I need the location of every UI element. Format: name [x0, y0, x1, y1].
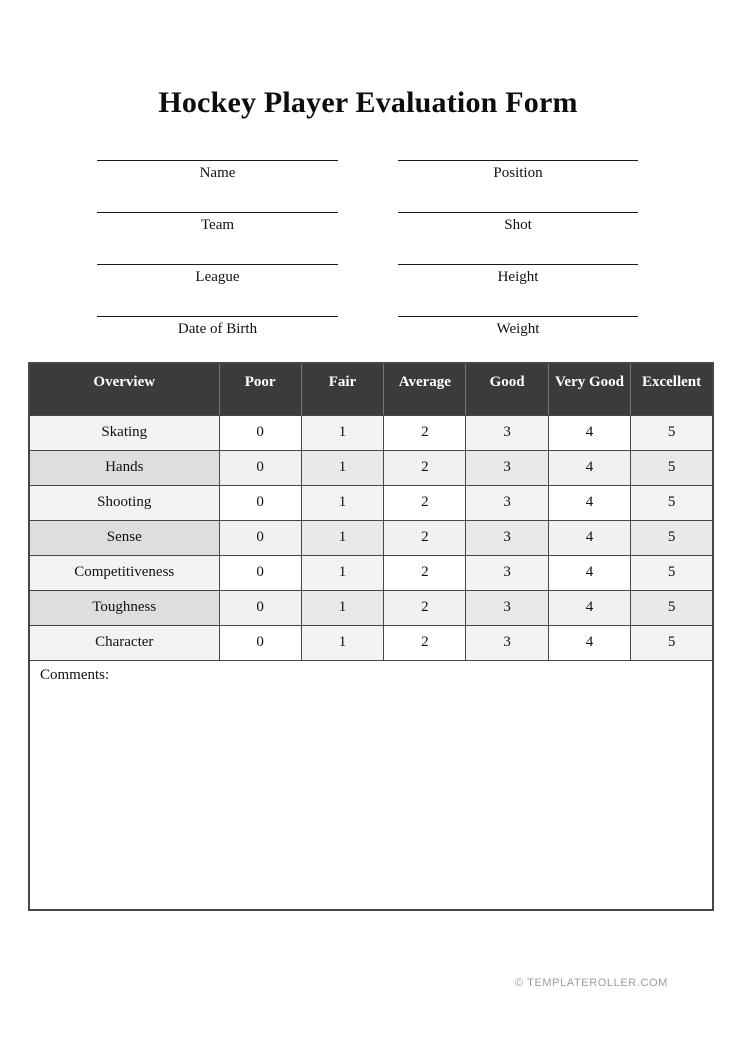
- rating-cell-sense-5[interactable]: 5: [631, 520, 713, 555]
- rating-cell-toughness-2[interactable]: 2: [384, 590, 466, 625]
- row-label-competitiveness: Competitiveness: [29, 555, 219, 590]
- rating-cell-shooting-2[interactable]: 2: [384, 485, 466, 520]
- column-header-very-good: Very Good: [548, 363, 630, 415]
- field-league: [97, 264, 338, 286]
- rating-cell-competitiveness-2[interactable]: 2: [384, 555, 466, 590]
- rating-cell-shooting-3[interactable]: 3: [466, 485, 548, 520]
- rating-cell-hands-0[interactable]: 0: [219, 450, 301, 485]
- position-label: Position: [493, 165, 543, 181]
- rating-cell-skating-1[interactable]: 1: [301, 415, 383, 450]
- field-weight: [398, 316, 638, 338]
- rating-cell-skating-4[interactable]: 4: [548, 415, 630, 450]
- league-label: League: [195, 269, 240, 285]
- rating-cell-character-1[interactable]: 1: [301, 625, 383, 660]
- comments-label: Comments:: [40, 666, 110, 683]
- rating-cell-hands-4[interactable]: 4: [548, 450, 630, 485]
- rating-cell-competitiveness-3[interactable]: 3: [466, 555, 548, 590]
- table-header-row: [29, 363, 713, 415]
- evaluation-table: [28, 362, 714, 911]
- rating-cell-character-0[interactable]: 0: [219, 625, 301, 660]
- rating-cell-toughness-1[interactable]: 1: [301, 590, 383, 625]
- table-row-competitiveness: [29, 555, 713, 590]
- rating-cell-skating-2[interactable]: 2: [384, 415, 466, 450]
- name-label: Name: [199, 165, 236, 181]
- rating-cell-shooting-4[interactable]: 4: [548, 485, 630, 520]
- rating-cell-sense-3[interactable]: 3: [466, 520, 548, 555]
- rating-cell-character-5[interactable]: 5: [631, 625, 713, 660]
- rating-cell-competitiveness-5[interactable]: 5: [631, 555, 713, 590]
- footer-watermark: © TEMPLATEROLLER.COM: [515, 977, 668, 989]
- rating-cell-shooting-0[interactable]: 0: [219, 485, 301, 520]
- field-shot: [398, 212, 638, 234]
- rating-cell-sense-0[interactable]: 0: [219, 520, 301, 555]
- team-label: Team: [200, 217, 235, 233]
- rating-cell-toughness-3[interactable]: 3: [466, 590, 548, 625]
- row-label-skating: Skating: [29, 415, 219, 450]
- rating-cell-shooting-5[interactable]: 5: [631, 485, 713, 520]
- fields-grid: [97, 160, 638, 338]
- rating-cell-character-2[interactable]: 2: [384, 625, 466, 660]
- rating-cell-sense-4[interactable]: 4: [548, 520, 630, 555]
- table-row-sense: [29, 520, 713, 555]
- comments-box[interactable]: [29, 660, 713, 910]
- form-title: Hockey Player Evaluation Form: [158, 86, 578, 119]
- rating-cell-skating-0[interactable]: 0: [219, 415, 301, 450]
- table-row-skating: [29, 415, 713, 450]
- column-header-overview: Overview: [29, 363, 219, 415]
- rating-cell-toughness-0[interactable]: 0: [219, 590, 301, 625]
- row-label-shooting: Shooting: [29, 485, 219, 520]
- field-position: [398, 160, 638, 182]
- column-header-fair: Fair: [301, 363, 383, 415]
- table-row-toughness: [29, 590, 713, 625]
- field-date-of-birth: [97, 316, 338, 338]
- comments-row: [29, 660, 713, 910]
- weight-label: Weight: [496, 321, 540, 337]
- row-label-hands: Hands: [29, 450, 219, 485]
- row-label-toughness: Toughness: [29, 590, 219, 625]
- table-row-shooting: [29, 485, 713, 520]
- rating-cell-competitiveness-0[interactable]: 0: [219, 555, 301, 590]
- rating-cell-hands-5[interactable]: 5: [631, 450, 713, 485]
- rating-cell-character-3[interactable]: 3: [466, 625, 548, 660]
- rating-cell-competitiveness-1[interactable]: 1: [301, 555, 383, 590]
- table-row-hands: [29, 450, 713, 485]
- date-of-birth-label: Date of Birth: [177, 321, 258, 337]
- rating-cell-toughness-5[interactable]: 5: [631, 590, 713, 625]
- rating-cell-hands-3[interactable]: 3: [466, 450, 548, 485]
- table-row-character: [29, 625, 713, 660]
- field-name: [97, 160, 338, 182]
- field-height: [398, 264, 638, 286]
- rating-cell-skating-3[interactable]: 3: [466, 415, 548, 450]
- rating-cell-skating-5[interactable]: 5: [631, 415, 713, 450]
- rating-cell-toughness-4[interactable]: 4: [548, 590, 630, 625]
- rating-cell-sense-1[interactable]: 1: [301, 520, 383, 555]
- height-label: Height: [497, 269, 539, 285]
- row-label-character: Character: [29, 625, 219, 660]
- field-team: [97, 212, 338, 234]
- column-header-poor: Poor: [219, 363, 301, 415]
- row-label-sense: Sense: [29, 520, 219, 555]
- rating-cell-competitiveness-4[interactable]: 4: [548, 555, 630, 590]
- rating-cell-hands-1[interactable]: 1: [301, 450, 383, 485]
- column-header-excellent: Excellent: [631, 363, 713, 415]
- shot-label: Shot: [504, 217, 532, 233]
- column-header-good: Good: [466, 363, 548, 415]
- rating-cell-sense-2[interactable]: 2: [384, 520, 466, 555]
- rating-cell-hands-2[interactable]: 2: [384, 450, 466, 485]
- rating-cell-shooting-1[interactable]: 1: [301, 485, 383, 520]
- table-body: [29, 415, 713, 660]
- column-header-average: Average: [384, 363, 466, 415]
- rating-cell-character-4[interactable]: 4: [548, 625, 630, 660]
